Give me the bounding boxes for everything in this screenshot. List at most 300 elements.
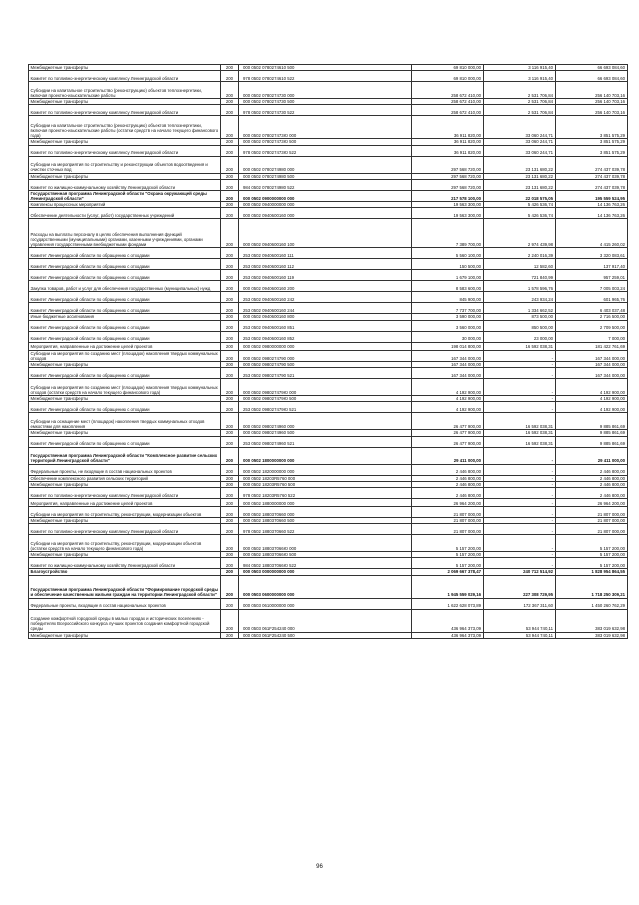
- row-rest-cell: 21 807 000,00: [555, 507, 627, 518]
- row-kbk-cell: 000 0502 1820000000 000: [239, 464, 412, 475]
- row-fact-cell: -: [483, 379, 555, 396]
- row-fact-cell: 12 582,60: [483, 259, 555, 270]
- row-fact-cell: -: [483, 524, 555, 535]
- row-rest-cell: 256 140 703,16: [555, 105, 627, 116]
- row-plan-cell: 69 810 000,00: [411, 65, 483, 71]
- table-row: [29, 447, 628, 464]
- row-fact-cell: -: [483, 362, 555, 368]
- row-kbk-cell: 253 0502 0940600160 112: [239, 259, 412, 270]
- row-code-cell: 200: [221, 314, 239, 320]
- row-name-cell: Комитет по топливно-энергетическому комплексу Ленинградской области: [29, 105, 221, 116]
- row-fact-cell: 2 974 439,98: [483, 219, 555, 248]
- row-plan-cell: 167 344 000,00: [411, 368, 483, 379]
- row-name-cell: Расходы на выплаты персоналу в целях обеспечения выполнения функций государственными (муниципальными) органами, казенными учреждениями, органами управления государственными внебюджетными фондами: [29, 219, 221, 248]
- row-code-cell: 200: [221, 464, 239, 475]
- row-rest-cell: 29 411 000,00: [555, 447, 627, 464]
- table-row: [29, 575, 628, 598]
- table-row: [29, 507, 628, 518]
- row-name-cell: Комитет Ленинградской области по обращению с отходами: [29, 248, 221, 259]
- row-plan-cell: 8 583 600,00: [411, 281, 483, 292]
- row-code-cell: 200: [221, 208, 239, 219]
- row-kbk-cell: 984 0502 0780274980 522: [239, 179, 412, 190]
- row-rest-cell: 181 422 761,69: [555, 342, 627, 350]
- row-kbk-cell: 253 0502 0940600160 242: [239, 292, 412, 303]
- row-rest-cell: 9 885 861,69: [555, 430, 627, 436]
- row-code-cell: 200: [221, 82, 239, 99]
- row-fact-cell: -: [483, 552, 555, 558]
- table-row: [29, 303, 628, 314]
- row-plan-cell: 258 672 410,00: [411, 99, 483, 105]
- row-rest-cell: 14 136 763,26: [555, 208, 627, 219]
- row-rest-cell: 7 000,00: [555, 331, 627, 342]
- row-kbk-cell: 978 0502 1880370660 522: [239, 524, 412, 535]
- row-code-cell: 200: [221, 105, 239, 116]
- row-fact-cell: 23 131 680,22: [483, 156, 555, 173]
- row-kbk-cell: 000 0502 0780274730 500: [239, 99, 412, 105]
- row-code-cell: 200: [221, 145, 239, 156]
- row-code-cell: 200: [221, 219, 239, 248]
- row-rest-cell: 4 415 260,02: [555, 219, 627, 248]
- row-code-cell: 200: [221, 552, 239, 558]
- row-code-cell: 200: [221, 362, 239, 368]
- table-row: [29, 402, 628, 413]
- row-kbk-cell: 000 0503 0000000000 000: [239, 569, 412, 575]
- row-code-cell: 200: [221, 598, 239, 609]
- row-kbk-cell: 000 0502 0980274790 000: [239, 350, 412, 361]
- row-rest-cell: 21 807 000,00: [555, 518, 627, 524]
- row-fact-cell: 2 240 016,39: [483, 248, 555, 259]
- table-row: [29, 331, 628, 342]
- row-plan-cell: 436 964 373,09: [411, 609, 483, 632]
- row-code-cell: 200: [221, 475, 239, 481]
- row-plan-cell: 845 900,00: [411, 292, 483, 303]
- row-rest-cell: 2 709 500,00: [555, 320, 627, 331]
- row-name-cell: Субсидии на мероприятия по строительству и реконструкции объектов водоотведения и очистки сточных вод: [29, 156, 221, 173]
- row-code-cell: 200: [221, 350, 239, 361]
- row-name-cell: Мероприятия, направленные на достижение целей проектов: [29, 499, 221, 507]
- row-fact-cell: 227 308 729,95: [483, 575, 555, 598]
- row-fact-cell: 33 060 244,71: [483, 139, 555, 145]
- row-kbk-cell: 000 0502 078027473Ю 500: [239, 139, 412, 145]
- row-plan-cell: 150 500,00: [411, 259, 483, 270]
- row-code-cell: 200: [221, 499, 239, 507]
- row-plan-cell: 36 911 820,00: [411, 145, 483, 156]
- row-name-cell: Межбюджетные трансферты: [29, 99, 221, 105]
- row-fact-cell: 721 840,99: [483, 270, 555, 281]
- row-kbk-cell: 000 0502 0780274610 500: [239, 65, 412, 71]
- row-rest-cell: 256 140 703,16: [555, 82, 627, 99]
- row-code-cell: 200: [221, 488, 239, 499]
- row-rest-cell: 1 450 260 762,29: [555, 598, 627, 609]
- row-rest-cell: 9 885 861,69: [555, 436, 627, 447]
- row-fact-cell: 2 531 706,84: [483, 99, 555, 105]
- row-plan-cell: 7 389 700,00: [411, 219, 483, 248]
- row-fact-cell: -: [483, 558, 555, 569]
- row-name-cell: Комитет Ленинградской области по обращению с отходами: [29, 436, 221, 447]
- row-fact-cell: 3 116 915,40: [483, 71, 555, 82]
- row-name-cell: Межбюджетные трансферты: [29, 430, 221, 436]
- row-rest-cell: 5 157 200,00: [555, 535, 627, 552]
- row-plan-cell: 217 578 100,00: [411, 190, 483, 201]
- row-rest-cell: 21 807 000,00: [555, 524, 627, 535]
- row-name-cell: Государственная программа Ленинградской области "Формирование городской среды и обеспечение качественным жильем граждан на территории Ленинградской области": [29, 575, 221, 598]
- row-plan-cell: 198 014 800,00: [411, 342, 483, 350]
- row-name-cell: Комитет Ленинградской области по обращению с отходами: [29, 303, 221, 314]
- row-rest-cell: 4 192 900,00: [555, 379, 627, 396]
- row-kbk-cell: 000 0502 1880000000 000: [239, 499, 412, 507]
- row-fact-cell: -: [483, 368, 555, 379]
- row-name-cell: Комитет Ленинградской области по обращению с отходами: [29, 259, 221, 270]
- row-code-cell: 200: [221, 139, 239, 145]
- row-name-cell: Межбюджетные трансферты: [29, 173, 221, 179]
- row-plan-cell: 3 560 000,00: [411, 320, 483, 331]
- row-rest-cell: 9 885 861,69: [555, 413, 627, 430]
- row-rest-cell: 383 019 632,98: [555, 609, 627, 632]
- row-rest-cell: 66 693 084,60: [555, 71, 627, 82]
- row-name-cell: Межбюджетные трансферты: [29, 632, 221, 638]
- row-fact-cell: 23 131 680,22: [483, 173, 555, 179]
- row-code-cell: 200: [221, 413, 239, 430]
- row-plan-cell: 2 446 800,00: [411, 488, 483, 499]
- row-kbk-cell: 000 0502 0980274790 500: [239, 362, 412, 368]
- row-fact-cell: -: [483, 507, 555, 518]
- row-plan-cell: 26 477 900,00: [411, 436, 483, 447]
- row-kbk-cell: 253 0502 0980274960 521: [239, 436, 412, 447]
- row-fact-cell: -: [483, 447, 555, 464]
- row-plan-cell: 7 737 700,00: [411, 303, 483, 314]
- row-fact-cell: 16 592 038,31: [483, 342, 555, 350]
- row-code-cell: 200: [221, 368, 239, 379]
- row-fact-cell: 1 334 662,52: [483, 303, 555, 314]
- row-rest-cell: 4 192 900,00: [555, 396, 627, 402]
- row-kbk-cell: 978 0502 0780274730 522: [239, 105, 412, 116]
- row-kbk-cell: 253 0502 0940600160 851: [239, 320, 412, 331]
- row-plan-cell: 2 069 667 378,47: [411, 569, 483, 575]
- row-code-cell: 200: [221, 202, 239, 208]
- row-fact-cell: 22 018 575,05: [483, 190, 555, 201]
- row-rest-cell: 1 828 954 864,55: [555, 569, 627, 575]
- row-fact-cell: 53 944 740,11: [483, 609, 555, 632]
- row-fact-cell: 5 426 536,74: [483, 208, 555, 219]
- row-fact-cell: -: [483, 475, 555, 481]
- row-fact-cell: 3 116 915,40: [483, 65, 555, 71]
- row-plan-cell: 4 192 900,00: [411, 402, 483, 413]
- row-name-cell: Благоустройство: [29, 569, 221, 575]
- row-kbk-cell: 253 0502 0940600160 244: [239, 303, 412, 314]
- row-name-cell: Комплексы процессных мероприятий: [29, 202, 221, 208]
- row-fact-cell: -: [483, 535, 555, 552]
- row-fact-cell: 33 060 244,71: [483, 116, 555, 139]
- row-code-cell: 200: [221, 259, 239, 270]
- table-row: [29, 558, 628, 569]
- row-code-cell: 200: [221, 320, 239, 331]
- row-code-cell: 200: [221, 173, 239, 179]
- row-rest-cell: 4 192 900,00: [555, 402, 627, 413]
- row-rest-cell: 2 716 500,00: [555, 314, 627, 320]
- row-name-cell: Межбюджетные трансферты: [29, 518, 221, 524]
- row-rest-cell: 5 157 200,00: [555, 558, 627, 569]
- row-fact-cell: -: [483, 350, 555, 361]
- table-row: [29, 292, 628, 303]
- row-plan-cell: 26 477 900,00: [411, 413, 483, 430]
- row-name-cell: Субсидии на мероприятия по строительству, реконструкции, модернизации объектов: [29, 507, 221, 518]
- row-name-cell: Федеральные проекты, входящие в состав национальных проектов: [29, 598, 221, 609]
- row-name-cell: Субсидии на оснащение мест (площадок) накопления твердых коммунальных отходов емкостями для накопления: [29, 413, 221, 430]
- row-fact-cell: -: [483, 488, 555, 499]
- row-kbk-cell: 978 0502 18203R5760 522: [239, 488, 412, 499]
- row-code-cell: 200: [221, 569, 239, 575]
- table-row: [29, 524, 628, 535]
- table-row: [29, 219, 628, 248]
- table-row: [29, 342, 628, 350]
- table-row: [29, 116, 628, 139]
- row-plan-cell: 1 679 100,00: [411, 270, 483, 281]
- row-fact-cell: 16 592 038,31: [483, 430, 555, 436]
- row-rest-cell: 66 693 084,60: [555, 65, 627, 71]
- row-kbk-cell: 000 0502 0940000000 000: [239, 202, 412, 208]
- table-row: [29, 632, 628, 638]
- row-rest-cell: 5 157 200,00: [555, 552, 627, 558]
- row-plan-cell: 2 446 800,00: [411, 481, 483, 487]
- report-page: [28, 64, 625, 639]
- row-kbk-cell: 253 0502 098027479Ю 521: [239, 402, 412, 413]
- row-fact-cell: 33 060 244,71: [483, 145, 555, 156]
- row-plan-cell: 26 477 900,00: [411, 430, 483, 436]
- row-rest-cell: 274 437 039,78: [555, 179, 627, 190]
- row-kbk-cell: 253 0502 0940600160 852: [239, 331, 412, 342]
- row-plan-cell: 2 446 800,00: [411, 464, 483, 475]
- table-row: [29, 598, 628, 609]
- budget-table-body: [29, 65, 628, 639]
- row-code-cell: 200: [221, 270, 239, 281]
- row-code-cell: 200: [221, 436, 239, 447]
- row-name-cell: Комитет по топливно-энергетическому комплексу Ленинградской области: [29, 71, 221, 82]
- row-rest-cell: 14 136 763,26: [555, 202, 627, 208]
- row-code-cell: 200: [221, 481, 239, 487]
- row-plan-cell: 2 446 800,00: [411, 475, 483, 481]
- row-plan-cell: 21 807 000,00: [411, 518, 483, 524]
- row-plan-cell: 436 964 373,09: [411, 632, 483, 638]
- row-name-cell: Комитет Ленинградской области по обращению с отходами: [29, 331, 221, 342]
- row-kbk-cell: 000 0502 18203R5760 500: [239, 481, 412, 487]
- row-code-cell: 200: [221, 507, 239, 518]
- row-kbk-cell: 000 0502 18203R5760 000: [239, 475, 412, 481]
- row-name-cell: Мероприятия, направленные на достижение целей проектов: [29, 342, 221, 350]
- row-name-cell: Государственная программа Ленинградской области "Охрана окружающей среды Ленинградской области": [29, 190, 221, 201]
- row-rest-cell: 383 019 632,98: [555, 632, 627, 638]
- row-kbk-cell: 000 0502 188037066Ю 000: [239, 535, 412, 552]
- row-fact-cell: -: [483, 464, 555, 475]
- row-name-cell: Субсидии на капитальное строительство (реконструкцию) объектов теплоэнергетики, включая проектно-изыскательские работы (остатки средств на начало текущего финансового года): [29, 116, 221, 139]
- row-name-cell: Комитет по топливно-энергетическому комплексу Ленинградской области: [29, 488, 221, 499]
- row-kbk-cell: 000 0502 0940600160 800: [239, 314, 412, 320]
- table-row: [29, 436, 628, 447]
- row-name-cell: Создание комфортной городской среды в малых городах и исторических поселениях - победителях Всероссийского конкурса лучших проектов создания комфортной городской среды: [29, 609, 221, 632]
- row-code-cell: 200: [221, 575, 239, 598]
- table-row: [29, 488, 628, 499]
- row-rest-cell: 3 851 575,29: [555, 116, 627, 139]
- row-kbk-cell: 000 0502 0980274960 000: [239, 413, 412, 430]
- row-plan-cell: 69 810 000,00: [411, 71, 483, 82]
- row-kbk-cell: 000 0502 0780274980 500: [239, 173, 412, 179]
- row-code-cell: 200: [221, 402, 239, 413]
- row-name-cell: Субсидии на мероприятия по строительству, реконструкции, модернизации объектов (остатки средств на начало текущего финансового года): [29, 535, 221, 552]
- table-row: [29, 145, 628, 156]
- row-rest-cell: 1 718 250 309,21: [555, 575, 627, 598]
- row-code-cell: 200: [221, 116, 239, 139]
- row-name-cell: Субсидии на мероприятия по созданию мест (площадок) накопления твердых коммунальных отходов (остатки средств на начало текущего финансового года): [29, 379, 221, 396]
- row-plan-cell: 1 622 628 073,89: [411, 598, 483, 609]
- row-fact-cell: 16 592 038,31: [483, 413, 555, 430]
- table-row: [29, 156, 628, 173]
- row-plan-cell: 4 192 900,00: [411, 396, 483, 402]
- row-name-cell: Межбюджетные трансферты: [29, 481, 221, 487]
- table-row: [29, 320, 628, 331]
- row-rest-cell: 2 446 800,00: [555, 464, 627, 475]
- row-fact-cell: 16 592 038,31: [483, 436, 555, 447]
- row-kbk-cell: 000 0502 098027479Ю 000: [239, 379, 412, 396]
- row-plan-cell: 19 563 300,00: [411, 208, 483, 219]
- row-kbk-cell: 000 0502 1800000000 000: [239, 447, 412, 464]
- row-fact-cell: 172 367 311,60: [483, 598, 555, 609]
- row-name-cell: Иные бюджетные ассигнования: [29, 314, 221, 320]
- row-code-cell: 200: [221, 71, 239, 82]
- row-plan-cell: 167 344 000,00: [411, 362, 483, 368]
- row-code-cell: 200: [221, 518, 239, 524]
- row-name-cell: Субсидии на мероприятия по созданию мест (площадок) накопления твердых коммунальных отходов: [29, 350, 221, 361]
- table-row: [29, 379, 628, 396]
- row-kbk-cell: 000 0503 061F254240 500: [239, 632, 412, 638]
- row-rest-cell: 26 964 200,00: [555, 499, 627, 507]
- row-code-cell: 200: [221, 190, 239, 201]
- table-row: [29, 609, 628, 632]
- row-kbk-cell: 000 0502 098027479Ю 500: [239, 396, 412, 402]
- row-plan-cell: 5 157 200,00: [411, 558, 483, 569]
- row-code-cell: 200: [221, 396, 239, 402]
- row-fact-cell: -: [483, 396, 555, 402]
- row-fact-cell: 23 000,00: [483, 331, 555, 342]
- table-row: [29, 350, 628, 361]
- row-plan-cell: 167 344 000,00: [411, 350, 483, 361]
- budget-table: [28, 64, 628, 639]
- row-name-cell: Межбюджетные трансферты: [29, 65, 221, 71]
- row-code-cell: 200: [221, 379, 239, 396]
- row-code-cell: 200: [221, 156, 239, 173]
- row-name-cell: Комитет Ленинградской области по обращению с отходами: [29, 320, 221, 331]
- table-row: [29, 71, 628, 82]
- row-code-cell: 200: [221, 609, 239, 632]
- row-rest-cell: 274 437 039,78: [555, 156, 627, 173]
- row-plan-cell: 297 568 720,00: [411, 173, 483, 179]
- row-plan-cell: 36 911 820,00: [411, 139, 483, 145]
- row-rest-cell: 3 851 575,29: [555, 139, 627, 145]
- table-row: [29, 259, 628, 270]
- row-name-cell: Государственная программа Ленинградской области "Комплексное развитие сельских территорий Ленинградской области": [29, 447, 221, 464]
- row-kbk-cell: 978 0502 0780274610 522: [239, 71, 412, 82]
- row-code-cell: 200: [221, 535, 239, 552]
- row-name-cell: Обеспечение комплексного развития сельских территорий: [29, 475, 221, 481]
- row-name-cell: Межбюджетные трансферты: [29, 396, 221, 402]
- row-rest-cell: 195 559 524,95: [555, 190, 627, 201]
- table-row: [29, 105, 628, 116]
- row-name-cell: Комитет Ленинградской области по обращению с отходами: [29, 270, 221, 281]
- row-fact-cell: 850 500,00: [483, 320, 555, 331]
- row-plan-cell: 21 807 000,00: [411, 507, 483, 518]
- row-plan-cell: 1 945 559 029,16: [411, 575, 483, 598]
- row-name-cell: Комитет по топливно-энергетическому комплексу Ленинградской области: [29, 145, 221, 156]
- row-plan-cell: 19 563 300,00: [411, 202, 483, 208]
- row-name-cell: Межбюджетные трансферты: [29, 362, 221, 368]
- row-code-cell: 200: [221, 99, 239, 105]
- row-kbk-cell: 000 0502 078027473Ю 000: [239, 116, 412, 139]
- table-row: [29, 464, 628, 475]
- row-kbk-cell: 000 0503 0610000000 000: [239, 598, 412, 609]
- row-code-cell: 200: [221, 342, 239, 350]
- row-kbk-cell: 000 0502 0780274730 000: [239, 82, 412, 99]
- row-plan-cell: 258 672 410,00: [411, 82, 483, 99]
- row-name-cell: Комитет Ленинградской области по обращению с отходами: [29, 292, 221, 303]
- row-name-cell: Комитет по жилищно-коммунальному хозяйству Ленинградской области: [29, 179, 221, 190]
- table-row: [29, 82, 628, 99]
- row-name-cell: Межбюджетные трансферты: [29, 552, 221, 558]
- row-code-cell: 200: [221, 179, 239, 190]
- row-fact-cell: 53 944 740,11: [483, 632, 555, 638]
- row-plan-cell: 3 590 000,00: [411, 314, 483, 320]
- row-plan-cell: 5 157 200,00: [411, 552, 483, 558]
- row-name-cell: Закупка товаров, работ и услуг для обеспечения государственных (муниципальных) нужд: [29, 281, 221, 292]
- table-row: [29, 270, 628, 281]
- row-fact-cell: -: [483, 499, 555, 507]
- row-fact-cell: 873 500,00: [483, 314, 555, 320]
- table-row: [29, 208, 628, 219]
- row-name-cell: Субсидии на капитальное строительство (реконструкцию) объектов теплоэнергетики, включая проектно-изыскательские работы: [29, 82, 221, 99]
- row-fact-cell: -: [483, 402, 555, 413]
- row-code-cell: 200: [221, 248, 239, 259]
- row-rest-cell: 957 259,01: [555, 270, 627, 281]
- row-rest-cell: 274 437 039,78: [555, 173, 627, 179]
- row-rest-cell: 2 446 800,00: [555, 481, 627, 487]
- row-kbk-cell: 978 0502 078027473Ю 522: [239, 145, 412, 156]
- table-row: [29, 190, 628, 201]
- row-name-cell: Обеспечение деятельности (услуг, работ) государственных учреждений: [29, 208, 221, 219]
- row-kbk-cell: 253 0502 0940600160 119: [239, 270, 412, 281]
- row-rest-cell: 2 446 800,00: [555, 475, 627, 481]
- row-rest-cell: 3 320 083,61: [555, 248, 627, 259]
- table-row: [29, 248, 628, 259]
- row-rest-cell: 2 446 800,00: [555, 488, 627, 499]
- row-rest-cell: 7 005 003,24: [555, 281, 627, 292]
- page-number: 96: [316, 864, 323, 870]
- row-kbk-cell: 253 0502 0980274790 521: [239, 368, 412, 379]
- row-plan-cell: 29 411 000,00: [411, 447, 483, 464]
- row-fact-cell: 2 531 706,84: [483, 105, 555, 116]
- row-plan-cell: 297 568 720,00: [411, 179, 483, 190]
- row-fact-cell: 2 531 706,84: [483, 82, 555, 99]
- row-kbk-cell: 984 0502 188037066Ю 522: [239, 558, 412, 569]
- row-kbk-cell: 000 0502 0900000000 000: [239, 190, 412, 201]
- row-fact-cell: 1 578 596,76: [483, 281, 555, 292]
- row-fact-cell: -: [483, 481, 555, 487]
- row-fact-cell: 5 426 536,74: [483, 202, 555, 208]
- row-kbk-cell: 000 0502 0940600160 100: [239, 219, 412, 248]
- row-plan-cell: 36 911 820,00: [411, 116, 483, 139]
- table-row: [29, 179, 628, 190]
- row-rest-cell: 137 917,40: [555, 259, 627, 270]
- row-fact-cell: 243 934,24: [483, 292, 555, 303]
- row-kbk-cell: 000 0502 1880370660 500: [239, 518, 412, 524]
- row-name-cell: Комитет по топливно-энергетическому комплексу Ленинградской области: [29, 524, 221, 535]
- row-rest-cell: 6 403 037,48: [555, 303, 627, 314]
